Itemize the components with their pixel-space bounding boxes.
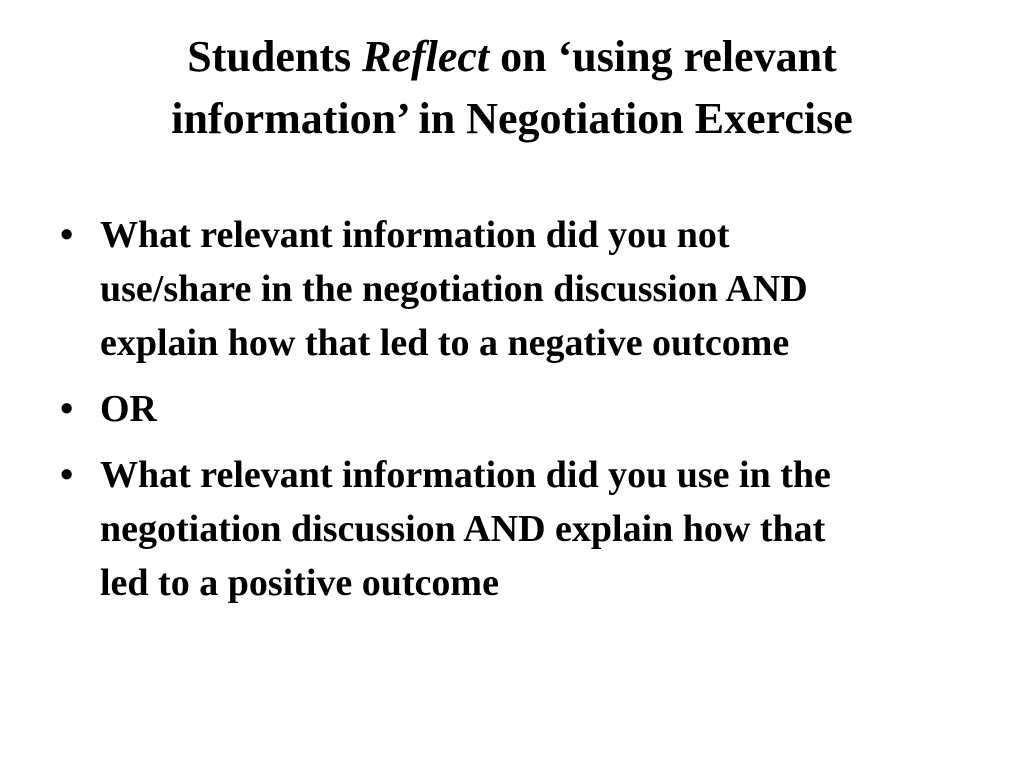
bullet-icon: • xyxy=(60,388,74,430)
bullet-item-3 xyxy=(58,448,988,610)
bullet-item-1 xyxy=(58,208,988,370)
title-prefix: Students xyxy=(187,32,363,81)
slide-title-line-2: information’ in Negotiation Exercise xyxy=(171,94,853,143)
bullet-icon: • xyxy=(60,214,74,256)
title-emphasis-reflect: Reflect xyxy=(362,32,490,81)
bullet-text-1 xyxy=(100,208,988,370)
bullet-line: OR xyxy=(100,388,157,430)
bullet-line: use/share in the negotiation discussion AND xyxy=(100,268,808,310)
bullet-line: negotiation discussion AND explain how that xyxy=(100,508,826,550)
bullet-line: What relevant information did you not xyxy=(100,214,730,256)
bullet-text-2 xyxy=(100,382,988,436)
bullet-line: explain how that led to a negative outcome xyxy=(100,322,790,364)
slide-title-line-1 xyxy=(60,26,964,88)
bullet-icon: • xyxy=(60,454,74,496)
bullet-text-3 xyxy=(100,448,988,610)
bullet-line: led to a positive outcome xyxy=(100,562,499,604)
bullet-list xyxy=(58,208,988,622)
bullet-item-2 xyxy=(58,382,988,436)
slide-title xyxy=(60,26,964,150)
bullet-line: What relevant information did you use in the xyxy=(100,454,831,496)
title-suffix: on ‘using relevant xyxy=(489,32,837,81)
